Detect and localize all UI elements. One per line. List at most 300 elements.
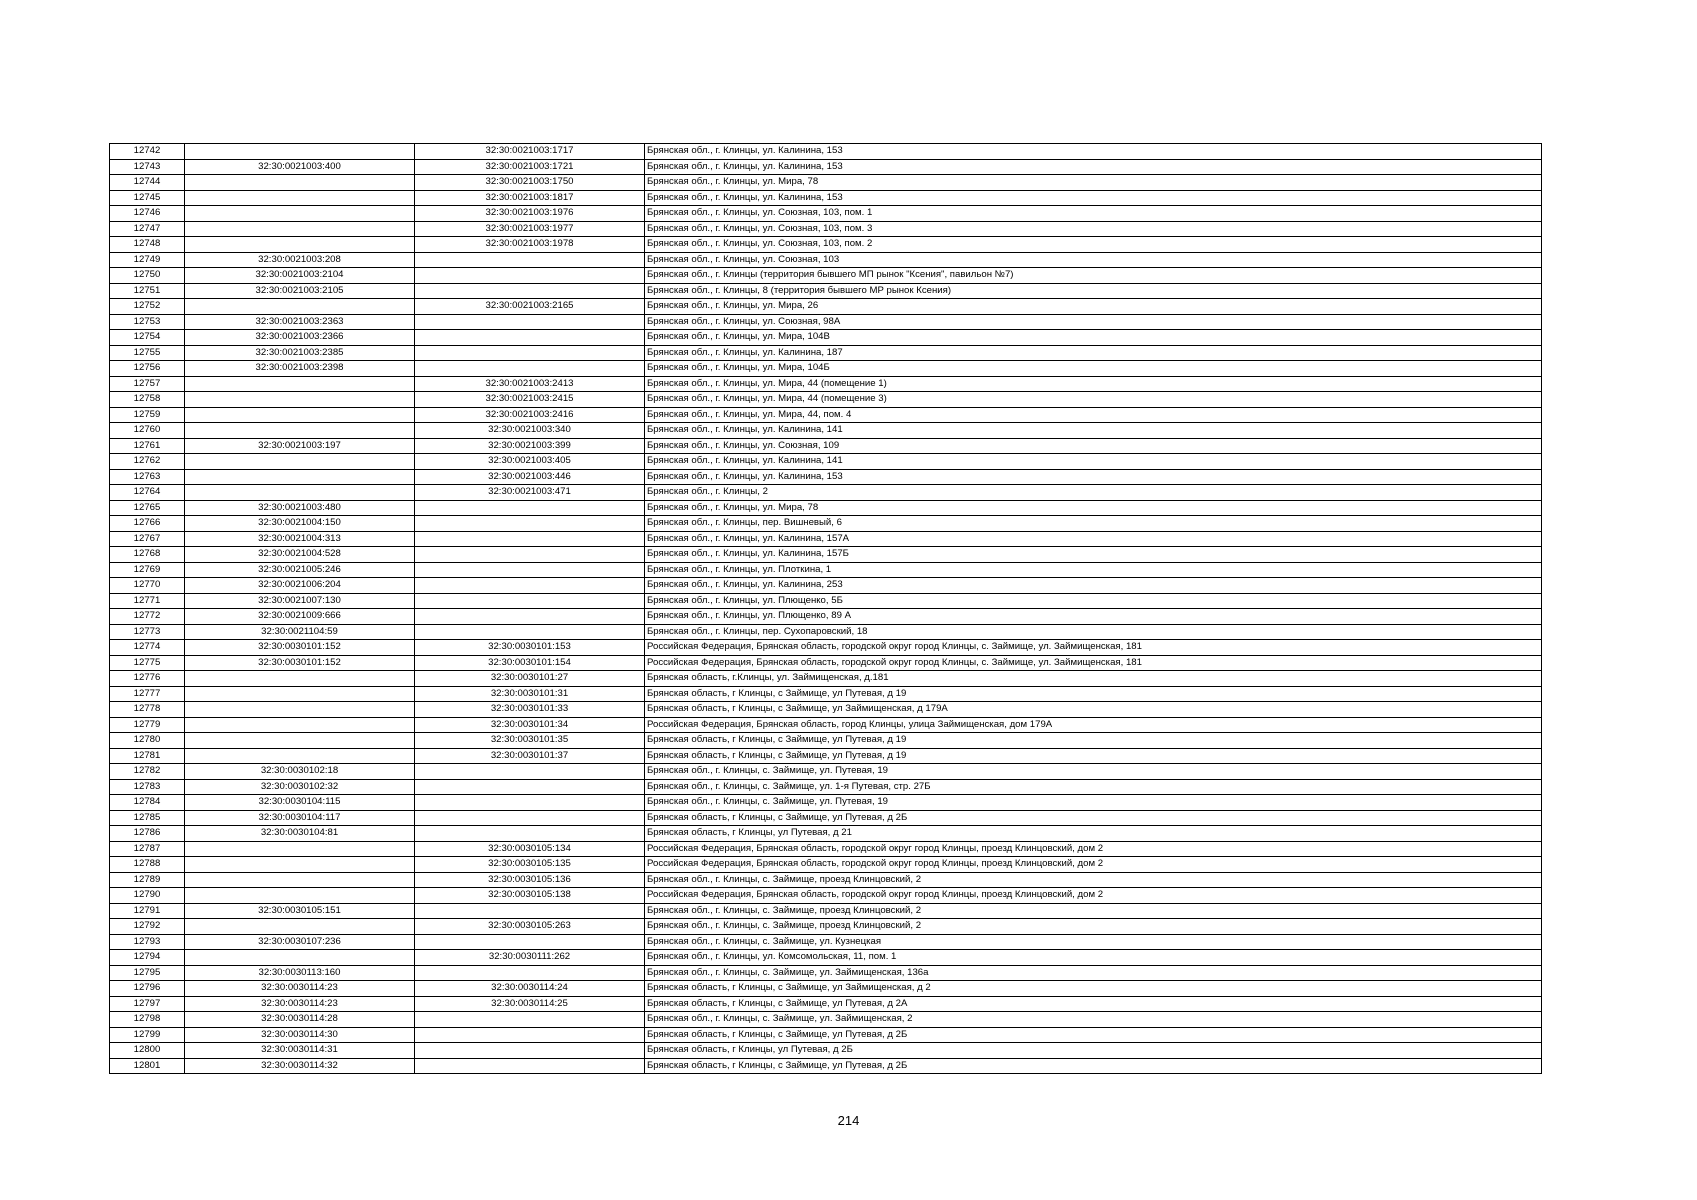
table-row: [110, 438, 1542, 454]
parent-cadastral-number-cell: 32:30:0021003:2105: [185, 283, 415, 299]
row-number-cell: 12765: [110, 500, 185, 516]
parent-cadastral-number-cell: [185, 423, 415, 439]
table-row: [110, 841, 1542, 857]
cadastral-number-cell: [415, 500, 645, 516]
address-cell: Брянская обл., г. Клинцы, ул. Союзная, 98А: [645, 314, 1542, 330]
address-cell: Брянская обл., г. Клинцы, ул. Мира, 44 (помещение 3): [645, 392, 1542, 408]
cadastral-number-cell: [415, 531, 645, 547]
table-row: [110, 996, 1542, 1012]
address-cell: Брянская обл., г. Клинцы, ул. Калинина, 153: [645, 144, 1542, 160]
parent-cadastral-number-cell: 32:30:0030114:31: [185, 1043, 415, 1059]
cadastral-number-cell: 32:30:0021003:2413: [415, 376, 645, 392]
address-cell: Брянская область, г Клинцы, с Займище, ул Путевая, д 19: [645, 686, 1542, 702]
table-row: [110, 810, 1542, 826]
table-row: [110, 640, 1542, 656]
row-number-cell: 12743: [110, 159, 185, 175]
address-cell: Брянская обл., г. Клинцы, с. Займище, проезд Клинцовский, 2: [645, 903, 1542, 919]
row-number-cell: 12747: [110, 221, 185, 237]
cadastral-number-cell: [415, 934, 645, 950]
address-cell: Брянская обл., г. Клинцы, пер. Вишневый, 6: [645, 516, 1542, 532]
table-row: [110, 159, 1542, 175]
cadastral-number-cell: [415, 810, 645, 826]
parent-cadastral-number-cell: 32:30:0030114:28: [185, 1012, 415, 1028]
cadastral-number-cell: [415, 826, 645, 842]
registry-table-body: [110, 144, 1542, 1074]
parent-cadastral-number-cell: [185, 919, 415, 935]
address-cell: Российская Федерация, Брянская область, городской округ город Клинцы, проезд Клинцовский, дом 2: [645, 857, 1542, 873]
row-number-cell: 12780: [110, 733, 185, 749]
row-number-cell: 12764: [110, 485, 185, 501]
table-row: [110, 299, 1542, 315]
table-row: [110, 485, 1542, 501]
address-cell: Брянская обл., г. Клинцы, с. Займище, ул. 1-я Путевая, стр. 27Б: [645, 779, 1542, 795]
table-row: [110, 531, 1542, 547]
cadastral-number-cell: 32:30:0021003:1750: [415, 175, 645, 191]
address-cell: Брянская обл., г. Клинцы, с. Займище, ул. Путевая, 19: [645, 764, 1542, 780]
page-number: 214: [837, 1113, 860, 1128]
row-number-cell: 12768: [110, 547, 185, 563]
parent-cadastral-number-cell: [185, 485, 415, 501]
parent-cadastral-number-cell: 32:30:0021003:2366: [185, 330, 415, 346]
cadastral-number-cell: [415, 562, 645, 578]
address-cell: Брянская обл., г. Клинцы, с. Займище, ул. Займищенская, 136а: [645, 965, 1542, 981]
table-row: [110, 872, 1542, 888]
cadastral-number-cell: 32:30:0030114:25: [415, 996, 645, 1012]
cadastral-number-cell: [415, 578, 645, 594]
row-number-cell: 12798: [110, 1012, 185, 1028]
cadastral-number-cell: 32:30:0021003:2416: [415, 407, 645, 423]
address-cell: Брянская область, г Клинцы, с Займище, ул Займищенская, д 2: [645, 981, 1542, 997]
table-row: [110, 1058, 1542, 1074]
address-cell: Брянская обл., г. Клинцы, с. Займище, проезд Клинцовский, 2: [645, 919, 1542, 935]
row-number-cell: 12784: [110, 795, 185, 811]
row-number-cell: 12760: [110, 423, 185, 439]
cadastral-number-cell: [415, 1043, 645, 1059]
parent-cadastral-number-cell: [185, 841, 415, 857]
cadastral-number-cell: 32:30:0021003:471: [415, 485, 645, 501]
parent-cadastral-number-cell: 32:30:0030114:23: [185, 996, 415, 1012]
row-number-cell: 12763: [110, 469, 185, 485]
row-number-cell: 12795: [110, 965, 185, 981]
cadastral-number-cell: 32:30:0030111:262: [415, 950, 645, 966]
parent-cadastral-number-cell: [185, 671, 415, 687]
address-cell: Брянская обл., г. Клинцы, ул. Мира, 44, пом. 4: [645, 407, 1542, 423]
parent-cadastral-number-cell: 32:30:0021104:59: [185, 624, 415, 640]
parent-cadastral-number-cell: [185, 206, 415, 222]
parent-cadastral-number-cell: 32:30:0021003:208: [185, 252, 415, 268]
row-number-cell: 12758: [110, 392, 185, 408]
row-number-cell: 12767: [110, 531, 185, 547]
address-cell: Брянская обл., г. Клинцы, ул. Калинина, 253: [645, 578, 1542, 594]
table-row: [110, 1027, 1542, 1043]
parent-cadastral-number-cell: 32:30:0021003:2398: [185, 361, 415, 377]
table-row: [110, 252, 1542, 268]
row-number-cell: 12788: [110, 857, 185, 873]
row-number-cell: 12772: [110, 609, 185, 625]
parent-cadastral-number-cell: 32:30:0021003:2363: [185, 314, 415, 330]
cadastral-number-cell: 32:30:0030105:135: [415, 857, 645, 873]
cadastral-number-cell: [415, 516, 645, 532]
table-row: [110, 888, 1542, 904]
table-row: [110, 547, 1542, 563]
table-row: [110, 702, 1542, 718]
table-row: [110, 562, 1542, 578]
table-row: [110, 376, 1542, 392]
parent-cadastral-number-cell: [185, 392, 415, 408]
parent-cadastral-number-cell: [185, 702, 415, 718]
row-number-cell: 12787: [110, 841, 185, 857]
table-row: [110, 423, 1542, 439]
table-row: [110, 392, 1542, 408]
cadastral-number-cell: [415, 624, 645, 640]
address-cell: Брянская область, г Клинцы, с Займище, ул Путевая, д 2Б: [645, 810, 1542, 826]
address-cell: Брянская обл., г. Клинцы, ул. Союзная, 103, пом. 1: [645, 206, 1542, 222]
row-number-cell: 12756: [110, 361, 185, 377]
table-row: [110, 950, 1542, 966]
address-cell: Брянская обл., г. Клинцы, ул. Калинина, 141: [645, 423, 1542, 439]
parent-cadastral-number-cell: 32:30:0030114:23: [185, 981, 415, 997]
cadastral-number-cell: 32:30:0030101:33: [415, 702, 645, 718]
address-cell: Брянская обл., г. Клинцы, 2: [645, 485, 1542, 501]
row-number-cell: 12746: [110, 206, 185, 222]
cadastral-number-cell: [415, 547, 645, 563]
table-row: [110, 748, 1542, 764]
table-row: [110, 903, 1542, 919]
registry-table: [109, 143, 1542, 1074]
parent-cadastral-number-cell: 32:30:0021003:197: [185, 438, 415, 454]
address-cell: Брянская обл., г. Клинцы, 8 (территория бывшего МР рынок Ксения): [645, 283, 1542, 299]
cadastral-number-cell: [415, 1058, 645, 1074]
parent-cadastral-number-cell: [185, 872, 415, 888]
cadastral-number-cell: [415, 314, 645, 330]
row-number-cell: 12797: [110, 996, 185, 1012]
cadastral-number-cell: [415, 795, 645, 811]
parent-cadastral-number-cell: [185, 190, 415, 206]
row-number-cell: 12777: [110, 686, 185, 702]
row-number-cell: 12749: [110, 252, 185, 268]
address-cell: Брянская область, г Клинцы, с Займище, ул Путевая, д 19: [645, 733, 1542, 749]
row-number-cell: 12779: [110, 717, 185, 733]
row-number-cell: 12789: [110, 872, 185, 888]
parent-cadastral-number-cell: 32:30:0030107:236: [185, 934, 415, 950]
table-row: [110, 345, 1542, 361]
table-row: [110, 717, 1542, 733]
cadastral-number-cell: [415, 965, 645, 981]
parent-cadastral-number-cell: 32:30:0021003:2385: [185, 345, 415, 361]
table-row: [110, 268, 1542, 284]
address-cell: Брянская обл., г. Клинцы, пер. Сухопаровский, 18: [645, 624, 1542, 640]
address-cell: Российская Федерация, Брянская область, городской округ город Клинцы, с. Займище, ул. Займищенская, 181: [645, 655, 1542, 671]
cadastral-number-cell: 32:30:0021003:2165: [415, 299, 645, 315]
table-row: [110, 965, 1542, 981]
row-number-cell: 12799: [110, 1027, 185, 1043]
address-cell: Брянская обл., г. Клинцы (территория бывшего МП рынок "Ксения", павильон №7): [645, 268, 1542, 284]
address-cell: Брянская область, г Клинцы, с Займище, ул Путевая, д 2А: [645, 996, 1542, 1012]
parent-cadastral-number-cell: 32:30:0030114:32: [185, 1058, 415, 1074]
table-row: [110, 733, 1542, 749]
row-number-cell: 12790: [110, 888, 185, 904]
table-row: [110, 407, 1542, 423]
cadastral-number-cell: [415, 252, 645, 268]
table-row: [110, 314, 1542, 330]
parent-cadastral-number-cell: 32:30:0030114:30: [185, 1027, 415, 1043]
address-cell: Брянская обл., г. Клинцы, ул. Калинина, 157А: [645, 531, 1542, 547]
address-cell: Российская Федерация, Брянская область, город Клинцы, улица Займищенская, дом 179А: [645, 717, 1542, 733]
cadastral-number-cell: 32:30:0021003:1978: [415, 237, 645, 253]
address-cell: Брянская обл., г. Клинцы, ул. Мира, 104В: [645, 330, 1542, 346]
address-cell: Брянская обл., г. Клинцы, ул. Мира, 104Б: [645, 361, 1542, 377]
address-cell: Брянская обл., г. Клинцы, ул. Союзная, 103, пом. 2: [645, 237, 1542, 253]
parent-cadastral-number-cell: [185, 376, 415, 392]
parent-cadastral-number-cell: 32:30:0030102:18: [185, 764, 415, 780]
parent-cadastral-number-cell: [185, 717, 415, 733]
address-cell: Брянская обл., г. Клинцы, с. Займище, проезд Клинцовский, 2: [645, 872, 1542, 888]
table-row: [110, 175, 1542, 191]
row-number-cell: 12744: [110, 175, 185, 191]
row-number-cell: 12761: [110, 438, 185, 454]
address-cell: Брянская обл., г. Клинцы, ул. Калинина, 141: [645, 454, 1542, 470]
cadastral-number-cell: 32:30:0030101:27: [415, 671, 645, 687]
parent-cadastral-number-cell: [185, 407, 415, 423]
address-cell: Брянская обл., г. Клинцы, ул. Союзная, 103: [645, 252, 1542, 268]
row-number-cell: 12781: [110, 748, 185, 764]
table-row: [110, 578, 1542, 594]
row-number-cell: 12755: [110, 345, 185, 361]
parent-cadastral-number-cell: 32:30:0030104:81: [185, 826, 415, 842]
table-row: [110, 919, 1542, 935]
address-cell: Брянская обл., г. Клинцы, ул. Калинина, 157Б: [645, 547, 1542, 563]
address-cell: Брянская область, г Клинцы, ул Путевая, д 2Б: [645, 1043, 1542, 1059]
address-cell: Брянская обл., г. Клинцы, ул. Плющенко, 5Б: [645, 593, 1542, 609]
cadastral-number-cell: 32:30:0021003:446: [415, 469, 645, 485]
address-cell: Брянская обл., г. Клинцы, ул. Союзная, 109: [645, 438, 1542, 454]
cadastral-number-cell: [415, 345, 645, 361]
cadastral-number-cell: 32:30:0021003:399: [415, 438, 645, 454]
address-cell: Российская Федерация, Брянская область, городской округ город Клинцы, с. Займище, ул. Займищенская, 181: [645, 640, 1542, 656]
cadastral-number-cell: [415, 1027, 645, 1043]
row-number-cell: 12745: [110, 190, 185, 206]
cadastral-number-cell: 32:30:0021003:1721: [415, 159, 645, 175]
table-row: [110, 469, 1542, 485]
row-number-cell: 12762: [110, 454, 185, 470]
table-row: [110, 593, 1542, 609]
address-cell: Российская Федерация, Брянская область, городской округ город Клинцы, проезд Клинцовский, дом 2: [645, 888, 1542, 904]
row-number-cell: 12791: [110, 903, 185, 919]
cadastral-number-cell: 32:30:0030105:263: [415, 919, 645, 935]
parent-cadastral-number-cell: [185, 469, 415, 485]
parent-cadastral-number-cell: 32:30:0021005:246: [185, 562, 415, 578]
table-row: [110, 330, 1542, 346]
parent-cadastral-number-cell: [185, 748, 415, 764]
cadastral-number-cell: [415, 764, 645, 780]
row-number-cell: 12778: [110, 702, 185, 718]
cadastral-number-cell: [415, 283, 645, 299]
cadastral-number-cell: [415, 268, 645, 284]
row-number-cell: 12794: [110, 950, 185, 966]
row-number-cell: 12800: [110, 1043, 185, 1059]
cadastral-number-cell: 32:30:0030105:134: [415, 841, 645, 857]
cadastral-number-cell: 32:30:0030101:35: [415, 733, 645, 749]
cadastral-number-cell: [415, 330, 645, 346]
address-cell: Брянская обл., г. Клинцы, ул. Мира, 26: [645, 299, 1542, 315]
address-cell: Российская Федерация, Брянская область, городской округ город Клинцы, проезд Клинцовский, дом 2: [645, 841, 1542, 857]
parent-cadastral-number-cell: 32:30:0021004:313: [185, 531, 415, 547]
row-number-cell: 12786: [110, 826, 185, 842]
cadastral-number-cell: [415, 779, 645, 795]
row-number-cell: 12752: [110, 299, 185, 315]
address-cell: Брянская область, г Клинцы, с Займище, ул Путевая, д 2Б: [645, 1058, 1542, 1074]
table-row: [110, 671, 1542, 687]
cadastral-number-cell: 32:30:0030101:34: [415, 717, 645, 733]
cadastral-number-cell: 32:30:0021003:1717: [415, 144, 645, 160]
table-row: [110, 516, 1542, 532]
address-cell: Брянская область, г.Клинцы, ул. Займищенская, д.181: [645, 671, 1542, 687]
parent-cadastral-number-cell: 32:30:0030113:160: [185, 965, 415, 981]
table-row: [110, 283, 1542, 299]
row-number-cell: 12782: [110, 764, 185, 780]
table-row: [110, 361, 1542, 377]
row-number-cell: 12753: [110, 314, 185, 330]
parent-cadastral-number-cell: 32:30:0021003:2104: [185, 268, 415, 284]
address-cell: Брянская обл., г. Клинцы, ул. Плющенко, 89 А: [645, 609, 1542, 625]
address-cell: Брянская обл., г. Клинцы, ул. Калинина, 153: [645, 469, 1542, 485]
table-row: [110, 857, 1542, 873]
table-row: [110, 655, 1542, 671]
row-number-cell: 12801: [110, 1058, 185, 1074]
row-number-cell: 12759: [110, 407, 185, 423]
table-row: [110, 454, 1542, 470]
row-number-cell: 12775: [110, 655, 185, 671]
row-number-cell: 12750: [110, 268, 185, 284]
cadastral-number-cell: [415, 903, 645, 919]
cadastral-number-cell: 32:30:0030101:153: [415, 640, 645, 656]
table-row: [110, 144, 1542, 160]
row-number-cell: 12773: [110, 624, 185, 640]
cadastral-number-cell: 32:30:0030101:37: [415, 748, 645, 764]
table-row: [110, 1043, 1542, 1059]
table-row: [110, 624, 1542, 640]
table-row: [110, 795, 1542, 811]
row-number-cell: 12785: [110, 810, 185, 826]
table-row: [110, 206, 1542, 222]
row-number-cell: 12776: [110, 671, 185, 687]
parent-cadastral-number-cell: 32:30:0021009:666: [185, 609, 415, 625]
row-number-cell: 12774: [110, 640, 185, 656]
cadastral-number-cell: 32:30:0021003:405: [415, 454, 645, 470]
address-cell: Брянская область, г Клинцы, с Займище, ул Путевая, д 19: [645, 748, 1542, 764]
row-number-cell: 12742: [110, 144, 185, 160]
parent-cadastral-number-cell: 32:30:0030102:32: [185, 779, 415, 795]
cadastral-number-cell: 32:30:0021003:2415: [415, 392, 645, 408]
row-number-cell: 12783: [110, 779, 185, 795]
cadastral-number-cell: 32:30:0021003:1977: [415, 221, 645, 237]
cadastral-number-cell: 32:30:0021003:340: [415, 423, 645, 439]
address-cell: Брянская область, г Клинцы, с Займище, ул Займищенская, д 179А: [645, 702, 1542, 718]
table-row: [110, 609, 1542, 625]
table-row: [110, 190, 1542, 206]
parent-cadastral-number-cell: 32:30:0030104:117: [185, 810, 415, 826]
parent-cadastral-number-cell: 32:30:0021007:130: [185, 593, 415, 609]
cadastral-number-cell: [415, 593, 645, 609]
row-number-cell: 12792: [110, 919, 185, 935]
address-cell: Брянская область, г Клинцы, с Займище, ул Путевая, д 2Б: [645, 1027, 1542, 1043]
parent-cadastral-number-cell: 32:30:0030105:151: [185, 903, 415, 919]
address-cell: Брянская обл., г. Клинцы, ул. Калинина, 153: [645, 159, 1542, 175]
parent-cadastral-number-cell: [185, 221, 415, 237]
parent-cadastral-number-cell: 32:30:0021004:150: [185, 516, 415, 532]
parent-cadastral-number-cell: [185, 733, 415, 749]
parent-cadastral-number-cell: [185, 175, 415, 191]
parent-cadastral-number-cell: [185, 950, 415, 966]
row-number-cell: 12793: [110, 934, 185, 950]
address-cell: Брянская обл., г. Клинцы, ул. Калинина, 153: [645, 190, 1542, 206]
parent-cadastral-number-cell: [185, 857, 415, 873]
row-number-cell: 12751: [110, 283, 185, 299]
cadastral-number-cell: [415, 1012, 645, 1028]
cadastral-number-cell: [415, 361, 645, 377]
address-cell: Брянская обл., г. Клинцы, с. Займище, ул. Путевая, 19: [645, 795, 1542, 811]
parent-cadastral-number-cell: 32:30:0021006:204: [185, 578, 415, 594]
address-cell: Брянская обл., г. Клинцы, ул. Калинина, 187: [645, 345, 1542, 361]
row-number-cell: 12766: [110, 516, 185, 532]
table-row: [110, 1012, 1542, 1028]
parent-cadastral-number-cell: 32:30:0021003:400: [185, 159, 415, 175]
table-row: [110, 237, 1542, 253]
parent-cadastral-number-cell: 32:30:0030101:152: [185, 640, 415, 656]
cadastral-number-cell: [415, 609, 645, 625]
parent-cadastral-number-cell: 32:30:0021003:480: [185, 500, 415, 516]
parent-cadastral-number-cell: [185, 454, 415, 470]
parent-cadastral-number-cell: [185, 888, 415, 904]
address-cell: Брянская обл., г. Клинцы, ул. Мира, 78: [645, 500, 1542, 516]
row-number-cell: 12748: [110, 237, 185, 253]
parent-cadastral-number-cell: 32:30:0030104:115: [185, 795, 415, 811]
table-row: [110, 500, 1542, 516]
address-cell: Брянская обл., г. Клинцы, с. Займище, ул. Кузнецкая: [645, 934, 1542, 950]
cadastral-number-cell: 32:30:0030105:138: [415, 888, 645, 904]
cadastral-number-cell: 32:30:0021003:1817: [415, 190, 645, 206]
parent-cadastral-number-cell: [185, 686, 415, 702]
row-number-cell: 12769: [110, 562, 185, 578]
cadastral-number-cell: 32:30:0030105:136: [415, 872, 645, 888]
cadastral-number-cell: 32:30:0030101:154: [415, 655, 645, 671]
table-row: [110, 826, 1542, 842]
row-number-cell: 12771: [110, 593, 185, 609]
address-cell: Брянская область, г Клинцы, ул Путевая, д 21: [645, 826, 1542, 842]
parent-cadastral-number-cell: 32:30:0021004:528: [185, 547, 415, 563]
address-cell: Брянская обл., г. Клинцы, ул. Плоткина, 1: [645, 562, 1542, 578]
row-number-cell: 12754: [110, 330, 185, 346]
table-row: [110, 779, 1542, 795]
address-cell: Брянская обл., г. Клинцы, ул. Мира, 44 (помещение 1): [645, 376, 1542, 392]
row-number-cell: 12757: [110, 376, 185, 392]
address-cell: Брянская обл., г. Клинцы, ул. Мира, 78: [645, 175, 1542, 191]
cadastral-number-cell: 32:30:0030101:31: [415, 686, 645, 702]
table-row: [110, 686, 1542, 702]
table-row: [110, 764, 1542, 780]
row-number-cell: 12796: [110, 981, 185, 997]
row-number-cell: 12770: [110, 578, 185, 594]
cadastral-number-cell: 32:30:0030114:24: [415, 981, 645, 997]
table-row: [110, 981, 1542, 997]
address-cell: Брянская обл., г. Клинцы, с. Займище, ул. Займищенская, 2: [645, 1012, 1542, 1028]
table-row: [110, 221, 1542, 237]
parent-cadastral-number-cell: [185, 299, 415, 315]
cadastral-number-cell: 32:30:0021003:1976: [415, 206, 645, 222]
address-cell: Брянская обл., г. Клинцы, ул. Комсомольская, 11, пом. 1: [645, 950, 1542, 966]
table-row: [110, 934, 1542, 950]
parent-cadastral-number-cell: [185, 144, 415, 160]
